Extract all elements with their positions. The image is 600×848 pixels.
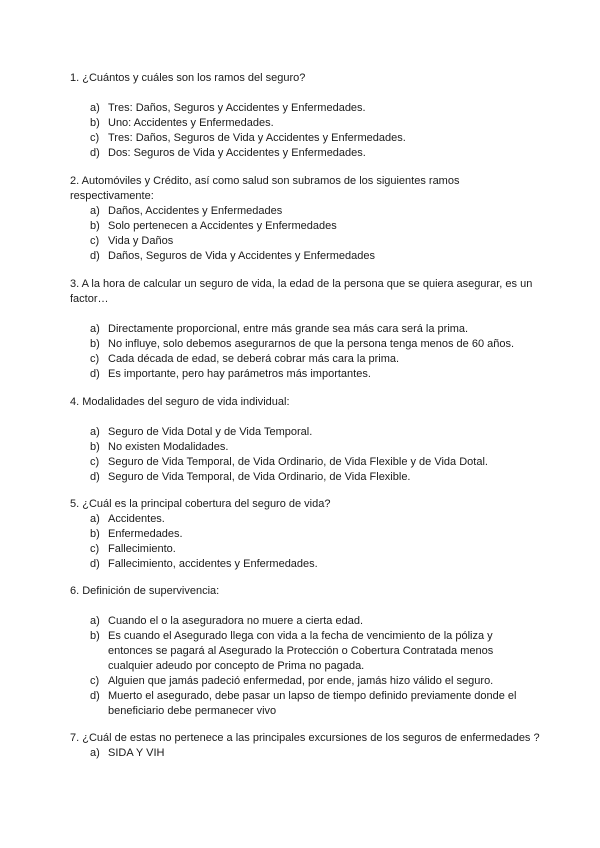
option-label: d) bbox=[90, 471, 100, 483]
option-c bbox=[70, 674, 540, 689]
options-list bbox=[70, 425, 540, 485]
option-d bbox=[70, 689, 540, 719]
option-d bbox=[70, 367, 540, 382]
option-label: b) bbox=[90, 630, 100, 642]
question-text: 4. Modalidades del seguro de vida individual: bbox=[70, 396, 290, 408]
options-list bbox=[70, 512, 540, 572]
option-d bbox=[70, 146, 540, 161]
option-b bbox=[70, 337, 540, 352]
option-a bbox=[70, 614, 540, 629]
question-2 bbox=[70, 174, 540, 264]
option-text: Dos: Seguros de Vida y Accidentes y Enfermedades. bbox=[108, 147, 366, 159]
option-text: Muerto el asegurado, debe pasar un lapso de tiempo definido previamente donde el beneficiario debe permanecer vivo bbox=[108, 690, 517, 717]
option-label: c) bbox=[90, 675, 100, 687]
question-text: 1. ¿Cuántos y cuáles son los ramos del seguro? bbox=[70, 72, 306, 84]
option-label: b) bbox=[90, 441, 100, 453]
options-list bbox=[70, 746, 540, 761]
options-list bbox=[70, 101, 540, 161]
option-label: c) bbox=[90, 353, 100, 365]
option-b bbox=[70, 440, 540, 455]
option-label: a) bbox=[90, 747, 100, 759]
option-label: b) bbox=[90, 528, 100, 540]
option-label: c) bbox=[90, 235, 100, 247]
question-6 bbox=[70, 584, 540, 719]
option-label: d) bbox=[90, 558, 100, 570]
option-text: Seguro de Vida Temporal, de Vida Ordinario, de Vida Flexible y de Vida Dotal. bbox=[108, 456, 488, 468]
option-text: SIDA Y VIH bbox=[108, 747, 165, 759]
options-list bbox=[70, 322, 540, 382]
option-text: Fallecimiento, accidentes y Enfermedades. bbox=[108, 558, 318, 570]
option-label: d) bbox=[90, 368, 100, 380]
option-text: Daños, Accidentes y Enfermedades bbox=[108, 205, 283, 217]
option-text: Solo pertenecen a Accidentes y Enfermedades bbox=[108, 220, 337, 232]
option-label: b) bbox=[90, 338, 100, 350]
option-a bbox=[70, 204, 540, 219]
option-text: No existen Modalidades. bbox=[108, 441, 229, 453]
option-b bbox=[70, 527, 540, 542]
option-text: Vida y Daños bbox=[108, 235, 174, 247]
option-b bbox=[70, 629, 540, 674]
option-text: Cada década de edad, se deberá cobrar más cara la prima. bbox=[108, 353, 400, 365]
option-label: a) bbox=[90, 426, 100, 438]
option-text: Uno: Accidentes y Enfermedades. bbox=[108, 117, 274, 129]
option-text: Daños, Seguros de Vida y Accidentes y Enfermedades bbox=[108, 250, 376, 262]
option-label: b) bbox=[90, 220, 100, 232]
option-d bbox=[70, 557, 540, 572]
option-text: Enfermedades. bbox=[108, 528, 183, 540]
option-label: c) bbox=[90, 456, 100, 468]
option-a bbox=[70, 101, 540, 116]
question-text: 7. ¿Cuál de estas no pertenece a las principales excursiones de los seguros de enfermedades ? bbox=[70, 732, 540, 744]
question-text: 5. ¿Cuál es la principal cobertura del seguro de vida? bbox=[70, 498, 331, 510]
option-a bbox=[70, 512, 540, 527]
options-list bbox=[70, 614, 540, 719]
option-text: Fallecimiento. bbox=[108, 543, 176, 555]
option-text: Cuando el o la aseguradora no muere a cierta edad. bbox=[108, 615, 364, 627]
option-b bbox=[70, 116, 540, 131]
option-text: Accidentes. bbox=[108, 513, 165, 525]
option-b bbox=[70, 219, 540, 234]
option-text: Es importante, pero hay parámetros más importantes. bbox=[108, 368, 371, 380]
option-label: a) bbox=[90, 513, 100, 525]
option-c bbox=[70, 455, 540, 470]
option-label: d) bbox=[90, 690, 100, 702]
option-text: Alguien que jamás padeció enfermedad, por ende, jamás hizo válido el seguro. bbox=[108, 675, 494, 687]
option-text: Tres: Daños, Seguros y Accidentes y Enfermedades. bbox=[108, 102, 366, 114]
question-4 bbox=[70, 395, 540, 485]
options-list bbox=[70, 204, 540, 264]
option-label: a) bbox=[90, 323, 100, 335]
option-label: d) bbox=[90, 250, 100, 262]
option-text: Directamente proporcional, entre más grande sea más cara será la prima. bbox=[108, 323, 469, 335]
option-label: c) bbox=[90, 132, 100, 144]
option-a bbox=[70, 746, 540, 761]
question-7 bbox=[70, 731, 540, 761]
option-text: Seguro de Vida Temporal, de Vida Ordinario, de Vida Flexible. bbox=[108, 471, 411, 483]
option-label: b) bbox=[90, 117, 100, 129]
option-text: Tres: Daños, Seguros de Vida y Accidentes y Enfermedades. bbox=[108, 132, 406, 144]
option-d bbox=[70, 249, 540, 264]
option-a bbox=[70, 322, 540, 337]
question-1 bbox=[70, 71, 540, 161]
option-text: No influye, solo debemos asegurarnos de que la persona tenga menos de 60 años. bbox=[108, 338, 515, 350]
option-label: a) bbox=[90, 615, 100, 627]
option-label: d) bbox=[90, 147, 100, 159]
question-5 bbox=[70, 497, 540, 572]
question-3 bbox=[70, 277, 540, 382]
question-text: 6. Definición de supervivencia: bbox=[70, 585, 220, 597]
option-text: Seguro de Vida Dotal y de Vida Temporal. bbox=[108, 426, 313, 438]
option-label: a) bbox=[90, 205, 100, 217]
option-label: a) bbox=[90, 102, 100, 114]
option-a bbox=[70, 425, 540, 440]
option-text: Es cuando el Asegurado llega con vida a la fecha de vencimiento de la póliza y entonces se pagará al Asegurado la Protección o Cobertura Contratada menos cualquier adeudo por concepto de Prima no pagada. bbox=[108, 630, 494, 672]
question-text: 3. A la hora de calcular un seguro de vida, la edad de la persona que se quiera asegurar, es un factor… bbox=[70, 278, 533, 305]
option-c bbox=[70, 542, 540, 557]
option-c bbox=[70, 352, 540, 367]
question-text: 2. Automóviles y Crédito, así como salud son subramos de los siguientes ramos respectivamente: bbox=[70, 175, 460, 202]
option-label: c) bbox=[90, 543, 100, 555]
option-c bbox=[70, 131, 540, 146]
option-d bbox=[70, 470, 540, 485]
option-c bbox=[70, 234, 540, 249]
